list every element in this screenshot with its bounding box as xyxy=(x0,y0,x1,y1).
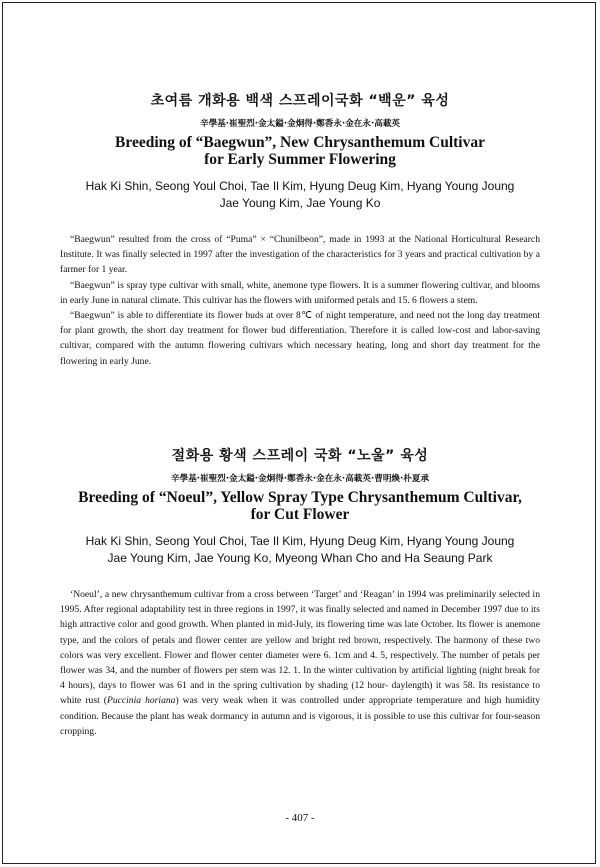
abstract-paragraph: “Baegwun” is spray type cultivar with small, white, anemone type flowers. It is a summer flowering cultivar, and blooms in early June in natural climate. This cultivar has the flowers with uniformed petals and 15. 6 flowers a stem. xyxy=(60,279,540,306)
authors-line-2: Jae Young Kim, Jae Young Ko, Myeong Whan Cho and Ha Seaung Park xyxy=(107,551,493,565)
abstract-paragraph: “Baegwun” resulted from the cross of “Puma” × “Chunilbeon”, made in 1993 at the National Horticultural Research Institute. It was finally selected in 1997 after the investigation of the characteristics for 3 years and practical cultivation by a farmer for 1 year. xyxy=(60,234,540,276)
abstract xyxy=(60,587,540,739)
korean-title: 절화용 황색 스프레이 국화 “노울” 육성 xyxy=(171,448,429,464)
article-noeul xyxy=(60,447,540,739)
english-authors xyxy=(60,178,540,212)
page-number: - 407 - xyxy=(285,812,315,824)
authors-line-1: Hak Ki Shin, Seong Youl Choi, Tae Il Kim, Hyung Deug Kim, Hyang Young Joung xyxy=(85,534,515,548)
english-title-line-2: for Cut Flower xyxy=(250,506,350,523)
abstract-text: ) was very weak when it was controlled under appropriate temperature and high humidity condition. Because the plant has weak dormancy in autumn and is vigorous, it is possible to use this cultivar for four-season cropping. xyxy=(60,695,540,737)
english-title xyxy=(60,489,540,523)
abstract-text: ‘Noeul’, a new chrysanthemum cultivar from a cross between ‘Target’ and ‘Reagan’ in 1994 was preliminarily selected in 1995. After regional adaptability test in three regions in 1997, it was finally selected and named in December 1997 due to its high attractive color and good growth. When planted in mid-July, its flowering time was late October. Its flower is anemone type, and the colors of petals and flower center are yellow and bright red brown, respectively. The harmony of these two colors was very excellent. Flower and flower center diameter were 6. 1cm and 4. 5, respectively. The number of petals per flower was 34, and the number of flowers per stem was 12. 1. In the winter cultivation by artificial lighting (night break for 4 hours), days to flower was 61 and in the spring cultivation by shading (12 hour- daylength) it was 58. Its resistance to white rust ( xyxy=(60,589,540,707)
authors-line-1: Hak Ki Shin, Seong Youl Choi, Tae Il Kim, Hyung Deug Kim, Hyang Young Joung xyxy=(85,179,515,193)
english-title xyxy=(60,134,540,168)
abstract-paragraph: “Baegwun” is able to differentiate its flower buds at over 8℃ of night temperature, and need not the long day treatment for plant growth, the short day treatment for flower bud differentiation. Therefore it is called low-cost and labor-saving cultivar, compared with the autumn flowering cultivars which necessary heating, long and short day treatment for the flowering in early June. xyxy=(60,310,540,367)
english-authors xyxy=(60,533,540,567)
english-title-line-1: Breeding of “Baegwun”, New Chrysanthemum Cultivar xyxy=(115,134,485,151)
abstract xyxy=(60,232,540,369)
english-title-line-2: for Early Summer Flowering xyxy=(204,151,396,168)
authors-line-2: Jae Young Kim, Jae Young Ko xyxy=(219,196,381,210)
article-baegwun xyxy=(60,92,540,369)
hanja-authors: 辛學基·崔聖烈·金太鎰·金炯得·鄭香永·金在永·高載英·曹明煥·朴夏承 xyxy=(170,474,430,484)
species-name: Puccinia horiana xyxy=(106,695,176,707)
hanja-authors: 辛學基·崔聖烈·金太鎰·金炯得·鄭香永·金在永·高載英 xyxy=(199,119,401,129)
english-title-line-1: Breeding of “Noeul”, Yellow Spray Type Chrysanthemum Cultivar, xyxy=(78,489,522,506)
abstract-paragraph xyxy=(60,587,540,739)
korean-title: 초여름 개화용 백색 스프레이국화 “백운” 육성 xyxy=(150,93,450,109)
